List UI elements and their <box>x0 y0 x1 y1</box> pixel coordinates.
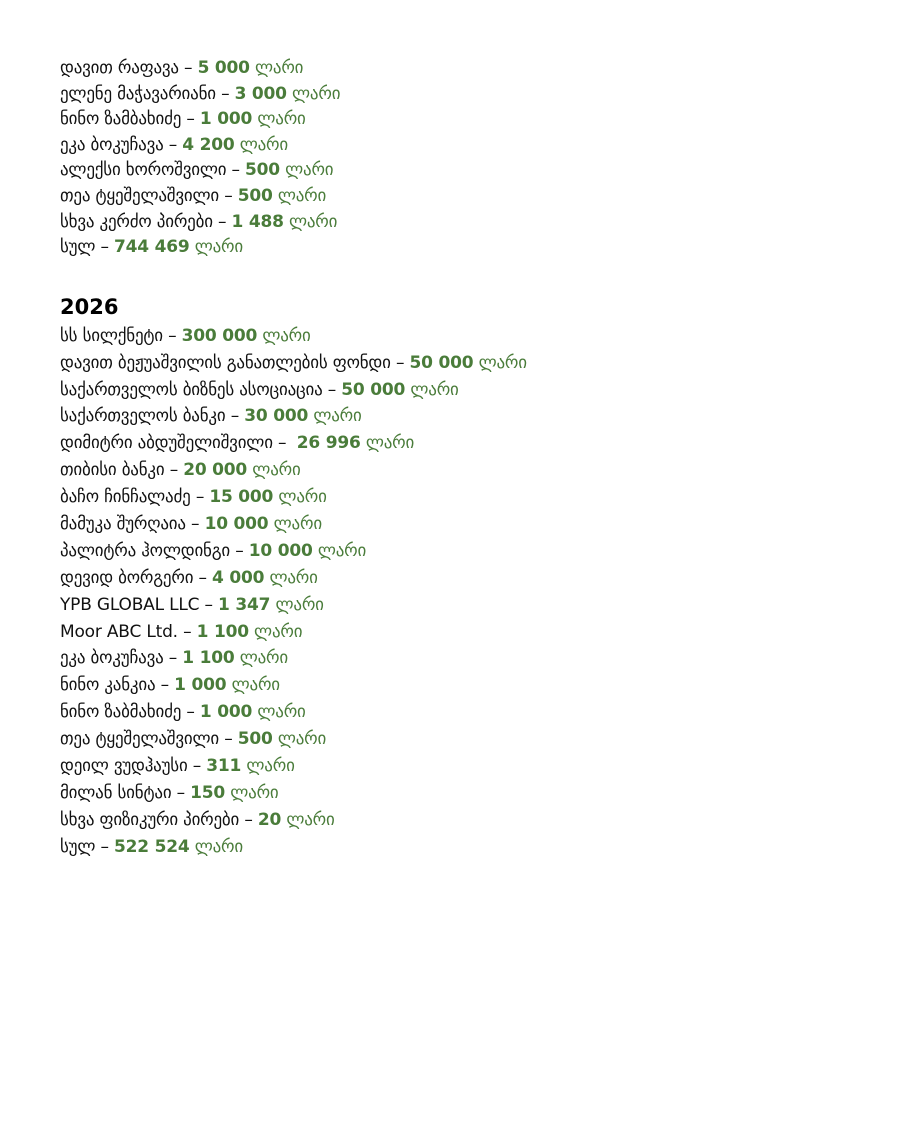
currency-unit: ლარი <box>365 433 415 454</box>
donation-amount: 1 100 <box>196 621 249 642</box>
donor-name: Moor ABC Ltd. <box>60 621 178 642</box>
list-item: ეკა ბოკუჩავა – 4 200 ლარი <box>60 134 288 155</box>
donation-amount: 4 200 <box>182 134 235 155</box>
list-item: პალიტრა ჰოლდინგი – 10 000 ლარი <box>60 540 367 561</box>
list-item: ნინო ზაბმახიძე – 1 000 ლარი <box>60 702 306 723</box>
donation-amount: 10 000 <box>248 540 313 561</box>
currency-unit: ლარი <box>194 836 243 857</box>
donation-amount: 15 000 <box>209 487 274 508</box>
donor-name: ეკა ბოკუჩავა <box>60 648 164 669</box>
donor-name: სხვა კერძო პირები <box>60 211 213 232</box>
currency-unit: ლარი <box>252 460 301 481</box>
donor-name: საქართველოს ბანკი <box>60 406 226 427</box>
list-item: დევიდ ბორგერი – 4 000 ლარი <box>60 567 318 588</box>
list-item: თეა ტყეშელაშვილი – 500 ლარი <box>60 185 327 206</box>
currency-unit: ლარი <box>273 513 322 534</box>
donor-name: თიბისი ბანკი <box>60 460 165 481</box>
donation-amount: 1 100 <box>182 648 235 669</box>
total-amount: 522 524 <box>113 836 190 857</box>
donor-name: მამუკა შურღაია <box>60 513 186 534</box>
donor-name: ბაჩო ჩინჩალაძე <box>60 487 191 508</box>
donation-amount: 5 000 <box>197 58 250 78</box>
list-item: თიბისი ბანკი – 20 000 ლარი <box>60 460 301 481</box>
donation-amount: 1 000 <box>199 702 253 723</box>
donation-amount: 30 000 <box>244 406 309 427</box>
donation-amount: 500 <box>237 185 273 206</box>
donation-amount: 311 <box>206 756 242 776</box>
currency-unit: ლარი <box>230 782 279 803</box>
list-item: სხვა ფიზიკური პირები – 20 ლარი <box>60 809 335 830</box>
currency-unit: ლარი <box>262 325 311 346</box>
donation-amount: 1 000 <box>174 675 227 696</box>
list-item: სს სილქნეტი – 300 000 ლარი <box>60 325 311 346</box>
donor-name: თეა ტყეშელაშვილი <box>60 185 220 206</box>
currency-unit: ლარი <box>239 648 288 669</box>
donation-amount: 1 488 <box>231 211 284 232</box>
total-label: სულ <box>60 836 96 857</box>
donation-amount: 3 000 <box>234 83 287 104</box>
donation-amount: 10 000 <box>204 513 269 534</box>
donor-name: დევიდ ბორგერი <box>60 567 194 588</box>
donor-name: სს სილქნეტი <box>60 325 163 346</box>
currency-unit: ლარი <box>231 675 280 696</box>
currency-unit: ლარი <box>478 352 527 373</box>
list-item: Moor ABC Ltd. – 1 100 ლარი <box>60 621 303 642</box>
donor-list-page <box>60 56 880 861</box>
currency-unit: ლარი <box>246 756 295 776</box>
currency-unit: ლარი <box>288 211 338 232</box>
year-heading: 2026 <box>60 294 119 319</box>
donor-name: დავით ბეჟუაშვილის განათლების ფონდი <box>60 352 391 373</box>
currency-unit: ლარი <box>410 379 459 400</box>
donor-name: დიმიტრი აბდუშელიშვილი <box>60 433 273 454</box>
donor-name: დეილ ვუდჰაუსი <box>60 756 188 776</box>
donor-name: ელენე მაჭავარიანი <box>60 83 216 104</box>
list-item: ნინო ზამბახიძე – 1 000 ლარი <box>60 109 306 130</box>
donation-amount: 50 000 <box>409 352 474 373</box>
list-item: ეკა ბოკუჩავა – 1 100 ლარი <box>60 648 288 669</box>
section-2026 <box>60 323 880 861</box>
donor-name: YPB GLOBAL LLC <box>60 594 200 615</box>
donation-amount: 1 347 <box>218 594 271 615</box>
donor-name: ნინო ზამბახიძე <box>60 109 182 130</box>
donation-amount: 4 000 <box>212 567 265 588</box>
currency-unit: ლარი <box>277 185 327 206</box>
currency-unit: ლარი <box>285 160 334 181</box>
donor-name: დავით რაფავა <box>60 58 179 78</box>
list-item: მილან სინტაი – 150 ლარი <box>60 782 279 803</box>
list-item: თეა ტყეშელაშვილი – 500 ლარი <box>60 729 327 750</box>
total-row: სულ – 744 469 ლარი <box>60 237 243 258</box>
list-item: დიმიტრი აბდუშელიშვილი – 26 996 ლარი <box>60 433 415 454</box>
currency-unit: ლარი <box>257 109 306 130</box>
list-item: ბაჩო ჩინჩალაძე – 15 000 ლარი <box>60 487 327 508</box>
donation-amount: 50 000 <box>341 379 406 400</box>
donor-name: სხვა ფიზიკური პირები <box>60 809 240 830</box>
donation-amount: 500 <box>245 160 280 181</box>
donor-name: ნინო ზაბმახიძე <box>60 702 182 723</box>
donor-name: ეკა ბოკუჩავა <box>60 134 164 155</box>
list-item: ნინო კანკია – 1 000 ლარი <box>60 675 280 696</box>
currency-unit: ლარი <box>277 729 327 750</box>
currency-unit: ლარი <box>275 594 324 615</box>
list-item: YPB GLOBAL LLC – 1 347 ლარი <box>60 594 324 615</box>
currency-unit: ლარი <box>269 567 318 588</box>
donation-amount: 500 <box>237 729 273 750</box>
total-label: სულ <box>60 237 96 258</box>
currency-unit: ლარი <box>194 237 243 258</box>
donor-name: მილან სინტაი <box>60 782 172 803</box>
donation-amount: 20 000 <box>183 460 248 481</box>
donation-amount: 26 996 <box>296 433 361 454</box>
donor-name: პალიტრა ჰოლდინგი <box>60 540 231 561</box>
donation-amount: 300 000 <box>181 325 258 346</box>
currency-unit: ლარი <box>286 809 335 830</box>
list-item: ალექსი ხოროშვილი – 500 ლარი <box>60 160 334 181</box>
list-item: საქართველოს ბიზნეს ასოციაცია – 50 000 ლარი <box>60 379 459 400</box>
list-item: ელენე მაჭავარიანი – 3 000 ლარი <box>60 83 341 104</box>
donation-amount: 1 000 <box>199 109 253 130</box>
currency-unit: ლარი <box>255 58 304 78</box>
currency-unit: ლარი <box>317 540 367 561</box>
list-item: მამუკა შურღაია – 10 000 ლარი <box>60 513 322 534</box>
donor-name: ალექსი ხოროშვილი <box>60 160 227 181</box>
list-item: საქართველოს ბანკი – 30 000 ლარი <box>60 406 362 427</box>
currency-unit: ლარი <box>254 621 303 642</box>
currency-unit: ლარი <box>239 134 288 155</box>
donation-amount: 150 <box>190 782 226 803</box>
currency-unit: ლარი <box>292 83 341 104</box>
donor-name: ნინო კანკია <box>60 675 156 696</box>
section-2025-tail <box>60 56 880 261</box>
donation-amount: 20 <box>257 809 282 830</box>
list-item: დავით რაფავა – 5 000 ლარი <box>60 58 304 78</box>
currency-unit: ლარი <box>313 406 362 427</box>
total-amount: 744 469 <box>113 237 190 258</box>
list-item: დეილ ვუდჰაუსი – 311 ლარი <box>60 756 295 776</box>
donor-name: თეა ტყეშელაშვილი <box>60 729 220 750</box>
donor-name: საქართველოს ბიზნეს ასოციაცია <box>60 379 323 400</box>
currency-unit: ლარი <box>257 702 306 723</box>
list-item: სხვა კერძო პირები – 1 488 ლარი <box>60 211 338 232</box>
total-row: სულ – 522 524 ლარი <box>60 836 243 857</box>
list-item: დავით ბეჟუაშვილის განათლების ფონდი – 50 000 ლარი <box>60 352 527 373</box>
currency-unit: ლარი <box>278 487 327 508</box>
